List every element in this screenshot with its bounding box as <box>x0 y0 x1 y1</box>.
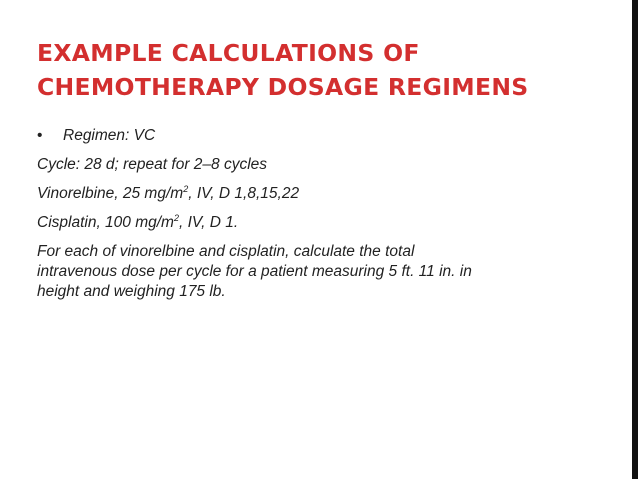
slide-right-edge-bar <box>632 0 638 479</box>
vinorelbine-dose-text: Vinorelbine, 25 mg/m <box>37 185 184 202</box>
question-paragraph <box>37 242 597 302</box>
cycle-text: Cycle: 28 d; repeat for 2–8 cycles <box>37 156 268 173</box>
cisplatin-dose <box>37 213 597 233</box>
slide-title <box>37 36 617 104</box>
vinorelbine-dose-superscript: 2 <box>183 184 189 194</box>
cisplatin-dose-superscript: 2 <box>173 213 179 223</box>
question-line-2: intravenous dose per cycle for a patient measuring 5 ft. 11 in. in <box>37 263 472 280</box>
question-line-1: For each of vinorelbine and cisplatin, calculate the total <box>37 243 415 260</box>
slide-title-line-1: EXAMPLE CALCULATIONS OF <box>37 39 420 67</box>
vinorelbine-dose <box>37 184 597 204</box>
cisplatin-dose-suffix: , IV, D 1. <box>179 214 239 231</box>
slide-body <box>37 126 597 302</box>
regimen-text: Regimen: VC <box>63 127 156 144</box>
slide-title-line-2: CHEMOTHERAPY DOSAGE REGIMENS <box>37 73 529 101</box>
bullet-icon: • <box>37 127 43 144</box>
vinorelbine-dose-suffix: , IV, D 1,8,15,22 <box>188 185 300 202</box>
cisplatin-dose-text: Cisplatin, 100 mg/m <box>37 214 174 231</box>
bullet-item-regimen <box>37 126 597 146</box>
question-line-3: height and weighing 175 lb. <box>37 283 226 300</box>
